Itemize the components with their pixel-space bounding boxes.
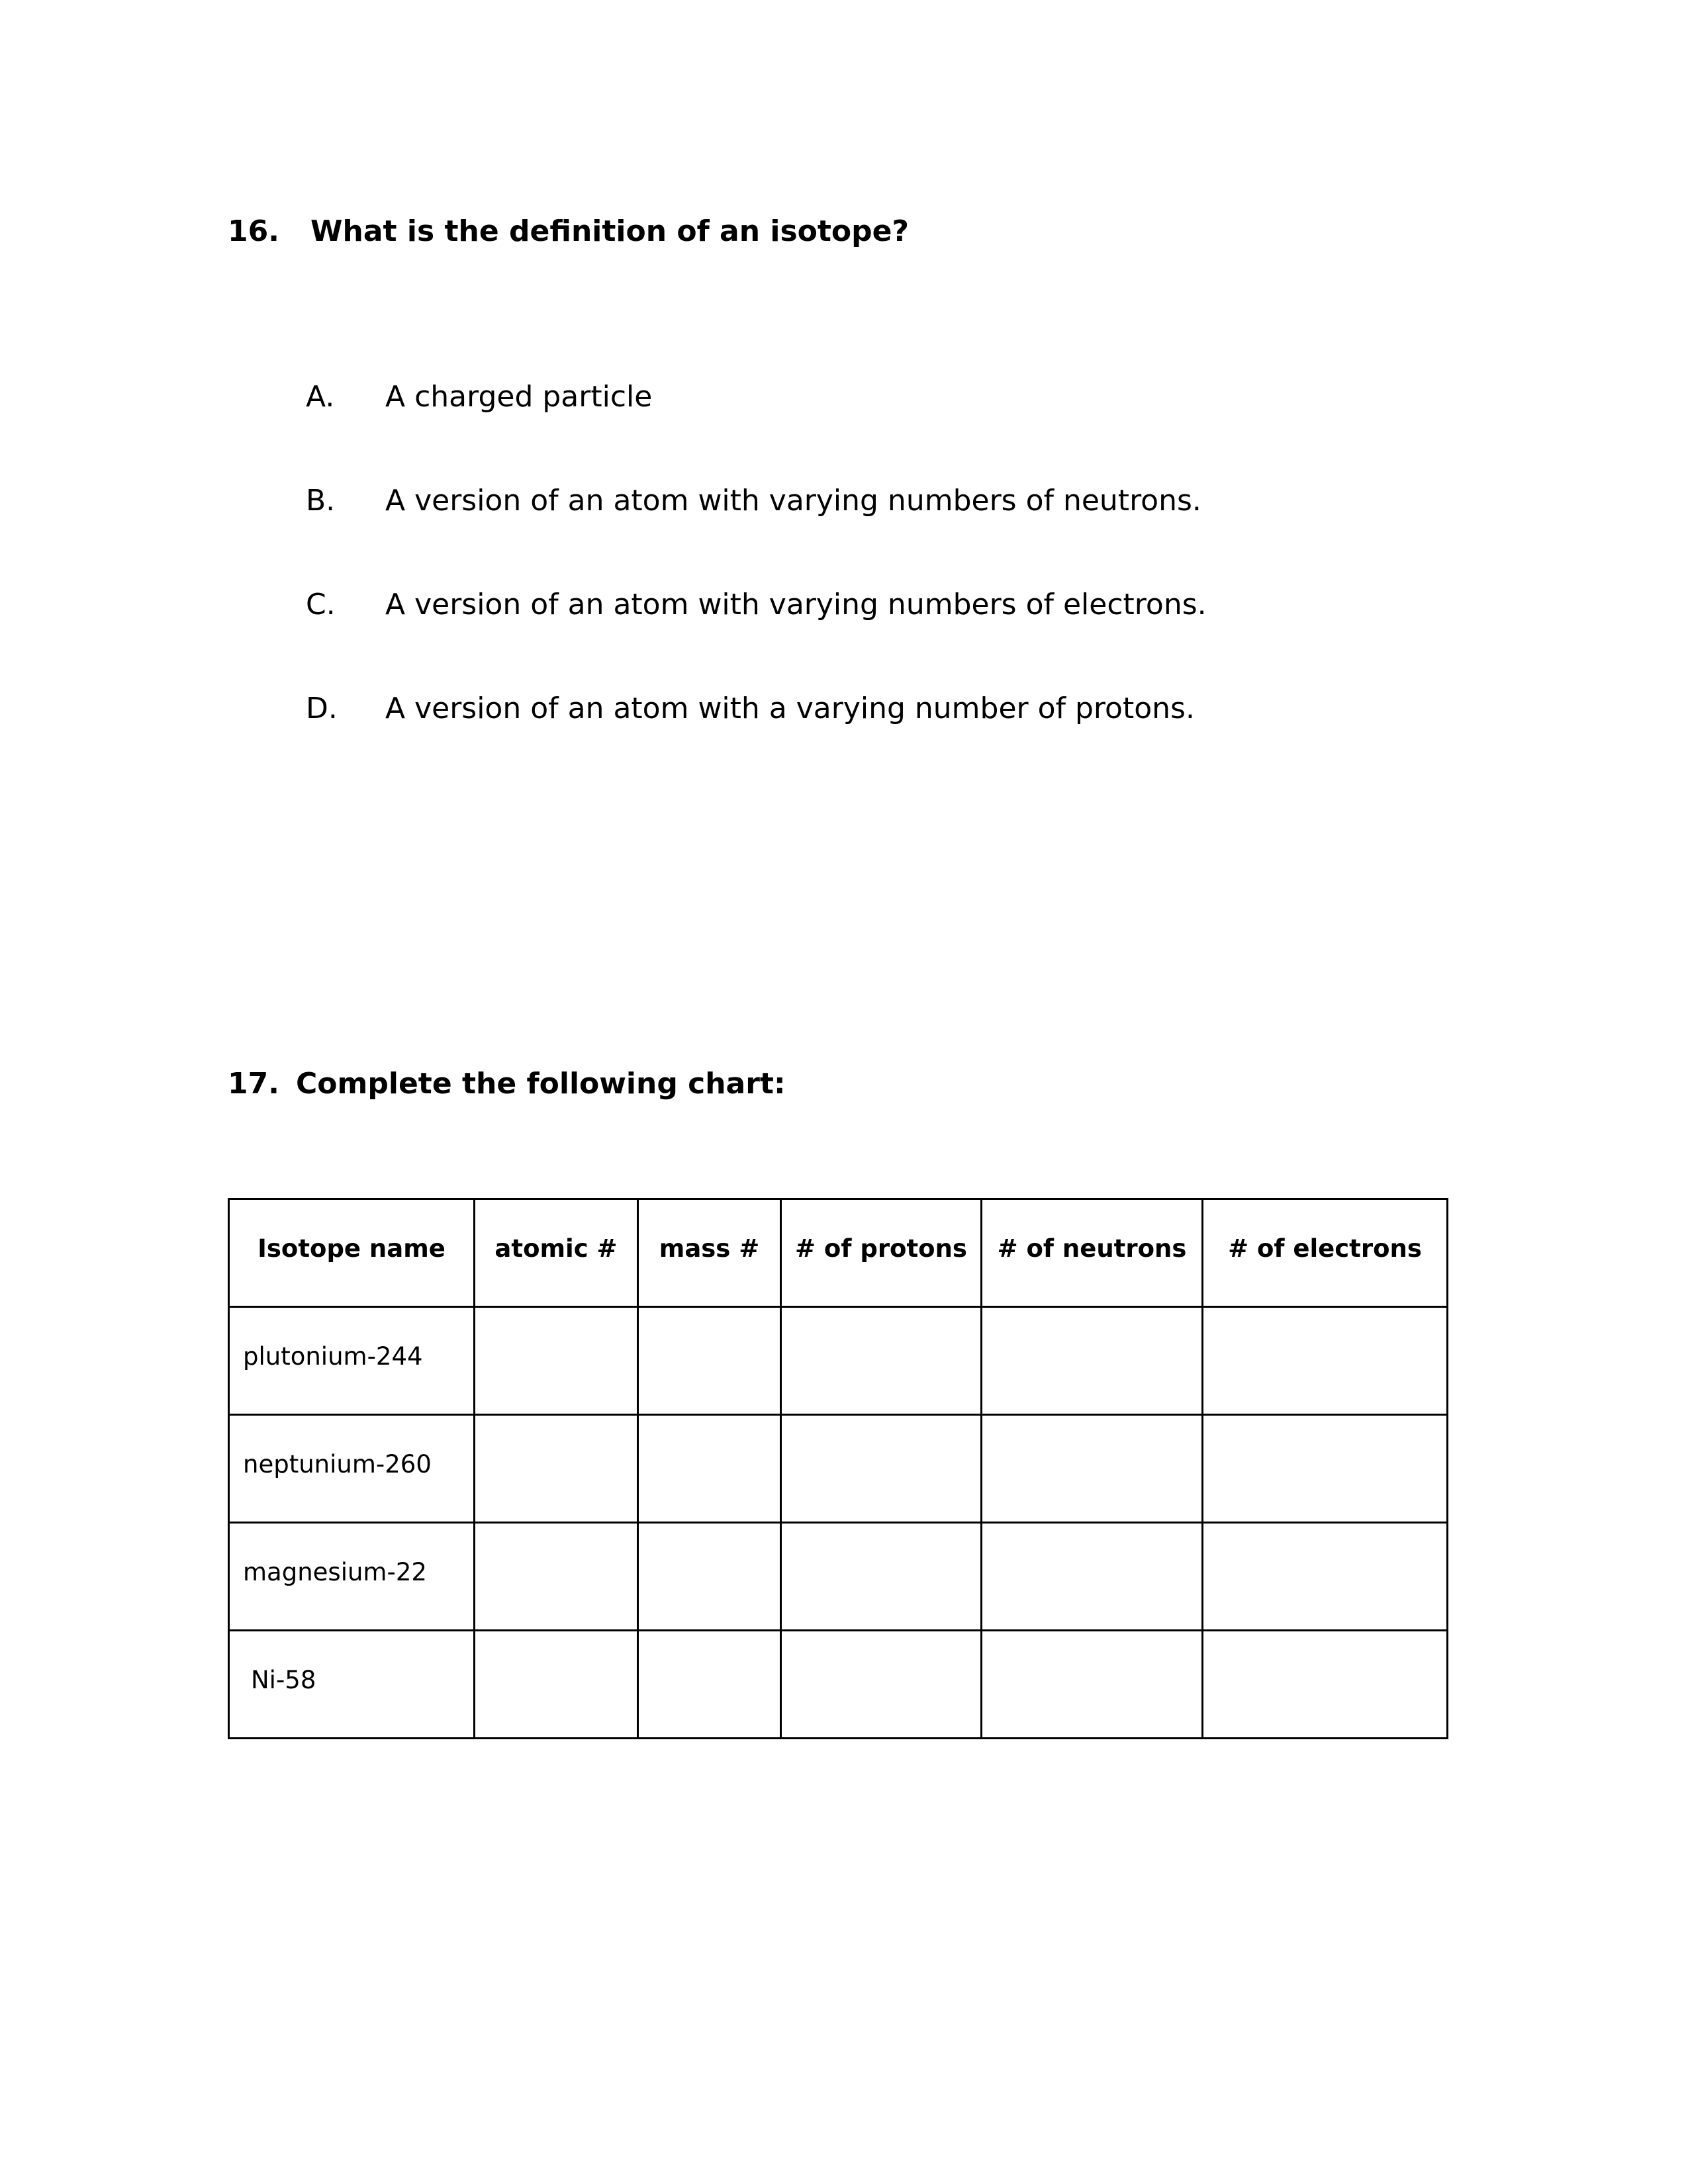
option-a-letter: A. bbox=[306, 380, 335, 414]
table-row bbox=[229, 1631, 1448, 1739]
option-b-text: A version of an atom with varying numbers of neutrons. bbox=[385, 484, 1201, 518]
neutrons-cell[interactable] bbox=[982, 1523, 1203, 1631]
header-protons: # of protons bbox=[781, 1199, 982, 1307]
question-17-title bbox=[228, 1069, 786, 1099]
protons-cell[interactable] bbox=[781, 1307, 982, 1415]
question-16-text: What is the definition of an isotope? bbox=[310, 214, 909, 248]
option-a-text: A charged particle bbox=[385, 380, 653, 414]
atomic-number-cell[interactable] bbox=[475, 1523, 638, 1631]
header-neutrons: # of neutrons bbox=[982, 1199, 1203, 1307]
table-row bbox=[229, 1523, 1448, 1631]
electrons-cell[interactable] bbox=[1203, 1523, 1448, 1631]
question-16-title bbox=[228, 214, 909, 248]
atomic-number-cell[interactable] bbox=[475, 1307, 638, 1415]
isotope-name-cell: magnesium-22 bbox=[229, 1523, 475, 1631]
electrons-cell[interactable] bbox=[1203, 1631, 1448, 1739]
question-17-text: Complete the following chart: bbox=[296, 1067, 786, 1101]
header-electrons: # of electrons bbox=[1203, 1199, 1448, 1307]
atomic-number-cell[interactable] bbox=[475, 1631, 638, 1739]
option-d-letter: D. bbox=[306, 692, 338, 725]
protons-cell[interactable] bbox=[781, 1523, 982, 1631]
neutrons-cell[interactable] bbox=[982, 1307, 1203, 1415]
header-isotope-name: Isotope name bbox=[229, 1199, 475, 1307]
electrons-cell[interactable] bbox=[1203, 1307, 1448, 1415]
question-17-number: 17. bbox=[228, 1067, 279, 1101]
neutrons-cell[interactable] bbox=[982, 1415, 1203, 1523]
option-a bbox=[306, 380, 653, 414]
table-row bbox=[229, 1415, 1448, 1523]
header-atomic-number: atomic # bbox=[475, 1199, 638, 1307]
option-b-letter: B. bbox=[306, 484, 336, 518]
option-d bbox=[306, 694, 1195, 723]
header-mass-number: mass # bbox=[638, 1199, 781, 1307]
mass-number-cell[interactable] bbox=[638, 1631, 781, 1739]
isotope-name-cell: neptunium-260 bbox=[229, 1415, 475, 1523]
mass-number-cell[interactable] bbox=[638, 1523, 781, 1631]
question-16-number: 16. bbox=[228, 214, 279, 248]
mass-number-cell[interactable] bbox=[638, 1307, 781, 1415]
option-c bbox=[306, 590, 1207, 619]
option-c-text: A version of an atom with varying numbers of electrons. bbox=[385, 588, 1207, 621]
option-b bbox=[306, 486, 1201, 516]
option-c-letter: C. bbox=[306, 588, 336, 621]
chart-header-row bbox=[229, 1199, 1448, 1307]
electrons-cell[interactable] bbox=[1203, 1415, 1448, 1523]
protons-cell[interactable] bbox=[781, 1415, 982, 1523]
mass-number-cell[interactable] bbox=[638, 1415, 781, 1523]
isotope-name-cell: Ni-58 bbox=[229, 1631, 475, 1739]
neutrons-cell[interactable] bbox=[982, 1631, 1203, 1739]
isotope-name-cell: plutonium-244 bbox=[229, 1307, 475, 1415]
option-d-text: A version of an atom with a varying number of protons. bbox=[385, 692, 1195, 725]
protons-cell[interactable] bbox=[781, 1631, 982, 1739]
table-row bbox=[229, 1307, 1448, 1415]
atomic-number-cell[interactable] bbox=[475, 1415, 638, 1523]
isotope-chart bbox=[228, 1198, 1448, 1739]
